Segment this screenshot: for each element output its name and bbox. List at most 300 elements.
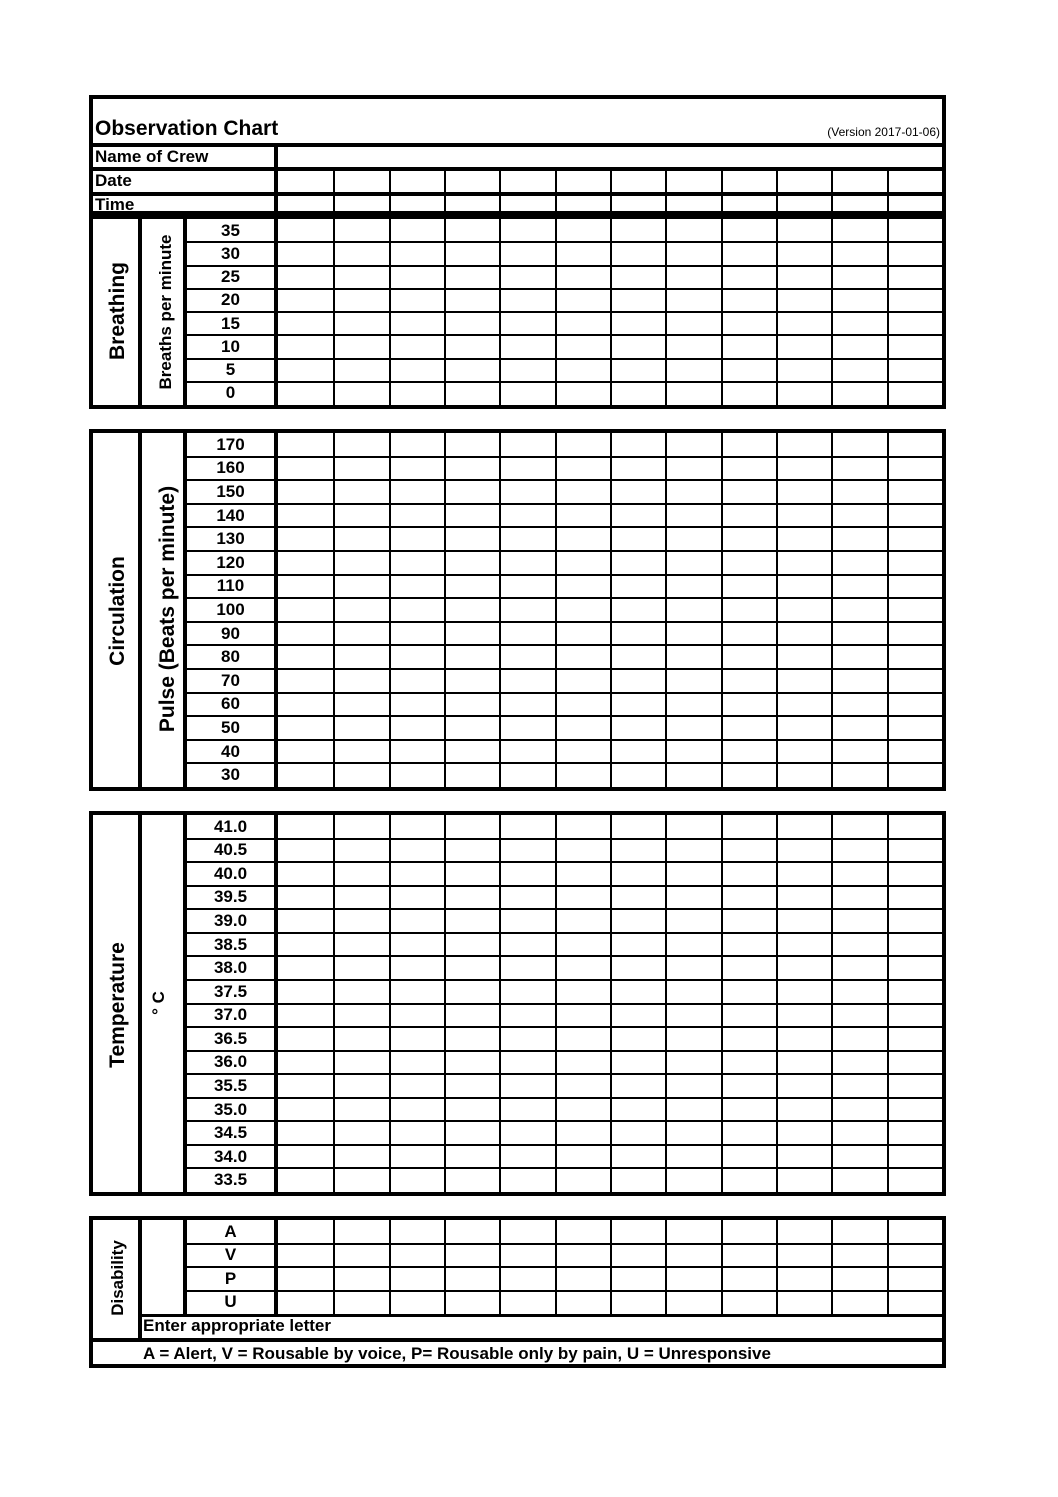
circulation-entry-cell[interactable] xyxy=(501,624,552,644)
temperature-entry-cell[interactable] xyxy=(889,841,940,861)
breathing-entry-cell[interactable] xyxy=(889,268,940,287)
temperature-entry-cell[interactable] xyxy=(889,817,940,837)
breathing-entry-cell[interactable] xyxy=(889,221,940,240)
temperature-entry-cell[interactable] xyxy=(889,888,940,908)
temperature-entry-cell[interactable] xyxy=(833,1123,884,1143)
circulation-entry-cell[interactable] xyxy=(778,765,829,785)
temperature-entry-cell[interactable] xyxy=(391,864,442,884)
temperature-entry-cell[interactable] xyxy=(612,1029,663,1049)
breathing-entry-cell[interactable] xyxy=(723,291,774,310)
temperature-entry-cell[interactable] xyxy=(778,1053,829,1073)
breathing-entry-cell[interactable] xyxy=(723,384,774,403)
disability-entry-cell[interactable] xyxy=(280,1269,331,1289)
circulation-entry-cell[interactable] xyxy=(501,482,552,502)
breathing-entry-cell[interactable] xyxy=(557,244,608,263)
date-entry-cell[interactable] xyxy=(501,171,552,190)
temperature-entry-cell[interactable] xyxy=(667,1147,718,1167)
temperature-entry-cell[interactable] xyxy=(833,888,884,908)
temperature-entry-cell[interactable] xyxy=(612,1147,663,1167)
date-entry-cell[interactable] xyxy=(778,171,829,190)
circulation-entry-cell[interactable] xyxy=(557,506,608,526)
breathing-entry-cell[interactable] xyxy=(833,314,884,333)
temperature-entry-cell[interactable] xyxy=(557,864,608,884)
circulation-entry-cell[interactable] xyxy=(501,647,552,667)
temperature-entry-cell[interactable] xyxy=(557,1053,608,1073)
temperature-entry-cell[interactable] xyxy=(667,1100,718,1120)
circulation-entry-cell[interactable] xyxy=(391,742,442,762)
time-entry-cell[interactable] xyxy=(557,196,608,214)
disability-entry-cell[interactable] xyxy=(446,1246,497,1266)
circulation-entry-cell[interactable] xyxy=(723,553,774,573)
breathing-entry-cell[interactable] xyxy=(557,268,608,287)
disability-entry-cell[interactable] xyxy=(667,1222,718,1242)
breathing-entry-cell[interactable] xyxy=(833,221,884,240)
circulation-entry-cell[interactable] xyxy=(501,671,552,691)
breathing-entry-cell[interactable] xyxy=(667,361,718,380)
circulation-entry-cell[interactable] xyxy=(501,529,552,549)
temperature-entry-cell[interactable] xyxy=(335,911,386,931)
circulation-entry-cell[interactable] xyxy=(501,459,552,479)
circulation-entry-cell[interactable] xyxy=(612,506,663,526)
temperature-entry-cell[interactable] xyxy=(723,935,774,955)
temperature-entry-cell[interactable] xyxy=(723,1147,774,1167)
temperature-entry-cell[interactable] xyxy=(335,1006,386,1026)
circulation-entry-cell[interactable] xyxy=(446,765,497,785)
date-entry-cell[interactable] xyxy=(612,171,663,190)
circulation-entry-cell[interactable] xyxy=(280,459,331,479)
breathing-entry-cell[interactable] xyxy=(391,221,442,240)
breathing-entry-cell[interactable] xyxy=(501,314,552,333)
circulation-entry-cell[interactable] xyxy=(280,506,331,526)
breathing-entry-cell[interactable] xyxy=(889,244,940,263)
temperature-entry-cell[interactable] xyxy=(612,1006,663,1026)
circulation-entry-cell[interactable] xyxy=(667,529,718,549)
circulation-entry-cell[interactable] xyxy=(612,459,663,479)
temperature-entry-cell[interactable] xyxy=(612,935,663,955)
date-entry-cell[interactable] xyxy=(446,171,497,190)
date-entry-cell[interactable] xyxy=(723,171,774,190)
temperature-entry-cell[interactable] xyxy=(335,935,386,955)
circulation-entry-cell[interactable] xyxy=(612,577,663,597)
breathing-entry-cell[interactable] xyxy=(335,384,386,403)
circulation-entry-cell[interactable] xyxy=(557,671,608,691)
temperature-entry-cell[interactable] xyxy=(833,841,884,861)
disability-entry-cell[interactable] xyxy=(557,1246,608,1266)
temperature-entry-cell[interactable] xyxy=(391,911,442,931)
temperature-entry-cell[interactable] xyxy=(723,982,774,1002)
temperature-entry-cell[interactable] xyxy=(335,1100,386,1120)
circulation-entry-cell[interactable] xyxy=(612,671,663,691)
circulation-entry-cell[interactable] xyxy=(557,742,608,762)
circulation-entry-cell[interactable] xyxy=(778,718,829,738)
breathing-entry-cell[interactable] xyxy=(391,244,442,263)
disability-entry-cell[interactable] xyxy=(391,1293,442,1313)
circulation-entry-cell[interactable] xyxy=(335,742,386,762)
temperature-entry-cell[interactable] xyxy=(501,982,552,1002)
circulation-entry-cell[interactable] xyxy=(446,718,497,738)
time-entry-cell[interactable] xyxy=(889,196,940,214)
disability-entry-cell[interactable] xyxy=(667,1293,718,1313)
temperature-entry-cell[interactable] xyxy=(557,1076,608,1096)
circulation-entry-cell[interactable] xyxy=(667,765,718,785)
circulation-entry-cell[interactable] xyxy=(557,459,608,479)
circulation-entry-cell[interactable] xyxy=(612,553,663,573)
circulation-entry-cell[interactable] xyxy=(723,765,774,785)
breathing-entry-cell[interactable] xyxy=(280,384,331,403)
breathing-entry-cell[interactable] xyxy=(723,361,774,380)
circulation-entry-cell[interactable] xyxy=(612,695,663,715)
circulation-entry-cell[interactable] xyxy=(778,600,829,620)
breathing-entry-cell[interactable] xyxy=(778,291,829,310)
circulation-entry-cell[interactable] xyxy=(391,600,442,620)
temperature-entry-cell[interactable] xyxy=(723,911,774,931)
circulation-entry-cell[interactable] xyxy=(501,742,552,762)
breathing-entry-cell[interactable] xyxy=(557,337,608,356)
temperature-entry-cell[interactable] xyxy=(280,817,331,837)
temperature-entry-cell[interactable] xyxy=(501,817,552,837)
circulation-entry-cell[interactable] xyxy=(446,647,497,667)
disability-entry-cell[interactable] xyxy=(667,1246,718,1266)
breathing-entry-cell[interactable] xyxy=(889,361,940,380)
temperature-entry-cell[interactable] xyxy=(833,1100,884,1120)
circulation-entry-cell[interactable] xyxy=(280,435,331,455)
breathing-entry-cell[interactable] xyxy=(501,221,552,240)
temperature-entry-cell[interactable] xyxy=(335,888,386,908)
disability-entry-cell[interactable] xyxy=(612,1246,663,1266)
temperature-entry-cell[interactable] xyxy=(280,1076,331,1096)
breathing-entry-cell[interactable] xyxy=(280,268,331,287)
temperature-entry-cell[interactable] xyxy=(501,1170,552,1190)
breathing-entry-cell[interactable] xyxy=(335,291,386,310)
circulation-entry-cell[interactable] xyxy=(612,600,663,620)
circulation-entry-cell[interactable] xyxy=(446,435,497,455)
disability-entry-cell[interactable] xyxy=(446,1293,497,1313)
disability-entry-cell[interactable] xyxy=(723,1269,774,1289)
temperature-entry-cell[interactable] xyxy=(889,1123,940,1143)
disability-entry-cell[interactable] xyxy=(280,1222,331,1242)
temperature-entry-cell[interactable] xyxy=(833,911,884,931)
breathing-entry-cell[interactable] xyxy=(557,361,608,380)
breathing-entry-cell[interactable] xyxy=(612,361,663,380)
circulation-entry-cell[interactable] xyxy=(778,647,829,667)
temperature-entry-cell[interactable] xyxy=(391,817,442,837)
circulation-entry-cell[interactable] xyxy=(446,624,497,644)
disability-entry-cell[interactable] xyxy=(446,1269,497,1289)
temperature-entry-cell[interactable] xyxy=(778,1123,829,1143)
temperature-entry-cell[interactable] xyxy=(723,1076,774,1096)
breathing-entry-cell[interactable] xyxy=(335,314,386,333)
temperature-entry-cell[interactable] xyxy=(280,1100,331,1120)
temperature-entry-cell[interactable] xyxy=(501,1147,552,1167)
temperature-entry-cell[interactable] xyxy=(612,817,663,837)
circulation-entry-cell[interactable] xyxy=(391,671,442,691)
breathing-entry-cell[interactable] xyxy=(501,291,552,310)
circulation-entry-cell[interactable] xyxy=(280,624,331,644)
temperature-entry-cell[interactable] xyxy=(335,817,386,837)
temperature-entry-cell[interactable] xyxy=(889,1100,940,1120)
temperature-entry-cell[interactable] xyxy=(667,911,718,931)
circulation-entry-cell[interactable] xyxy=(557,529,608,549)
temperature-entry-cell[interactable] xyxy=(667,1123,718,1143)
disability-entry-cell[interactable] xyxy=(501,1222,552,1242)
disability-entry-cell[interactable] xyxy=(833,1293,884,1313)
temperature-entry-cell[interactable] xyxy=(723,1100,774,1120)
circulation-entry-cell[interactable] xyxy=(667,600,718,620)
circulation-entry-cell[interactable] xyxy=(889,482,940,502)
temperature-entry-cell[interactable] xyxy=(778,1076,829,1096)
disability-entry-cell[interactable] xyxy=(557,1269,608,1289)
circulation-entry-cell[interactable] xyxy=(833,482,884,502)
temperature-entry-cell[interactable] xyxy=(833,1170,884,1190)
disability-entry-cell[interactable] xyxy=(391,1246,442,1266)
breathing-entry-cell[interactable] xyxy=(833,244,884,263)
disability-entry-cell[interactable] xyxy=(391,1269,442,1289)
temperature-entry-cell[interactable] xyxy=(612,888,663,908)
circulation-entry-cell[interactable] xyxy=(280,529,331,549)
breathing-entry-cell[interactable] xyxy=(557,291,608,310)
circulation-entry-cell[interactable] xyxy=(833,435,884,455)
circulation-entry-cell[interactable] xyxy=(889,718,940,738)
time-entry-cell[interactable] xyxy=(391,196,442,214)
breathing-entry-cell[interactable] xyxy=(833,337,884,356)
disability-entry-cell[interactable] xyxy=(889,1222,940,1242)
breathing-entry-cell[interactable] xyxy=(833,268,884,287)
temperature-entry-cell[interactable] xyxy=(612,911,663,931)
temperature-entry-cell[interactable] xyxy=(612,982,663,1002)
breathing-entry-cell[interactable] xyxy=(501,244,552,263)
disability-entry-cell[interactable] xyxy=(612,1293,663,1313)
circulation-entry-cell[interactable] xyxy=(446,695,497,715)
temperature-entry-cell[interactable] xyxy=(667,864,718,884)
temperature-entry-cell[interactable] xyxy=(446,841,497,861)
circulation-entry-cell[interactable] xyxy=(391,506,442,526)
temperature-entry-cell[interactable] xyxy=(280,911,331,931)
circulation-entry-cell[interactable] xyxy=(723,671,774,691)
temperature-entry-cell[interactable] xyxy=(557,841,608,861)
circulation-entry-cell[interactable] xyxy=(280,577,331,597)
circulation-entry-cell[interactable] xyxy=(446,671,497,691)
disability-entry-cell[interactable] xyxy=(335,1222,386,1242)
circulation-entry-cell[interactable] xyxy=(889,695,940,715)
circulation-entry-cell[interactable] xyxy=(335,624,386,644)
temperature-entry-cell[interactable] xyxy=(335,958,386,978)
circulation-entry-cell[interactable] xyxy=(501,577,552,597)
temperature-entry-cell[interactable] xyxy=(557,911,608,931)
circulation-entry-cell[interactable] xyxy=(723,695,774,715)
breathing-entry-cell[interactable] xyxy=(723,337,774,356)
temperature-entry-cell[interactable] xyxy=(280,982,331,1002)
circulation-entry-cell[interactable] xyxy=(280,671,331,691)
circulation-entry-cell[interactable] xyxy=(723,459,774,479)
temperature-entry-cell[interactable] xyxy=(391,1029,442,1049)
temperature-entry-cell[interactable] xyxy=(501,864,552,884)
circulation-entry-cell[interactable] xyxy=(612,624,663,644)
circulation-entry-cell[interactable] xyxy=(335,765,386,785)
breathing-entry-cell[interactable] xyxy=(612,291,663,310)
temperature-entry-cell[interactable] xyxy=(446,1006,497,1026)
temperature-entry-cell[interactable] xyxy=(280,1170,331,1190)
temperature-entry-cell[interactable] xyxy=(667,1006,718,1026)
temperature-entry-cell[interactable] xyxy=(612,958,663,978)
temperature-entry-cell[interactable] xyxy=(280,1123,331,1143)
circulation-entry-cell[interactable] xyxy=(612,765,663,785)
circulation-entry-cell[interactable] xyxy=(446,482,497,502)
breathing-entry-cell[interactable] xyxy=(778,221,829,240)
temperature-entry-cell[interactable] xyxy=(501,888,552,908)
breathing-entry-cell[interactable] xyxy=(612,221,663,240)
temperature-entry-cell[interactable] xyxy=(778,817,829,837)
temperature-entry-cell[interactable] xyxy=(280,1029,331,1049)
breathing-entry-cell[interactable] xyxy=(391,268,442,287)
circulation-entry-cell[interactable] xyxy=(446,553,497,573)
circulation-entry-cell[interactable] xyxy=(280,742,331,762)
date-entry-cell[interactable] xyxy=(667,171,718,190)
breathing-entry-cell[interactable] xyxy=(667,314,718,333)
breathing-entry-cell[interactable] xyxy=(778,244,829,263)
date-entry-cell[interactable] xyxy=(391,171,442,190)
circulation-entry-cell[interactable] xyxy=(335,577,386,597)
circulation-entry-cell[interactable] xyxy=(833,459,884,479)
temperature-entry-cell[interactable] xyxy=(778,1147,829,1167)
breathing-entry-cell[interactable] xyxy=(833,361,884,380)
circulation-entry-cell[interactable] xyxy=(391,577,442,597)
temperature-entry-cell[interactable] xyxy=(391,1147,442,1167)
circulation-entry-cell[interactable] xyxy=(557,577,608,597)
circulation-entry-cell[interactable] xyxy=(391,435,442,455)
circulation-entry-cell[interactable] xyxy=(391,624,442,644)
circulation-entry-cell[interactable] xyxy=(889,600,940,620)
temperature-entry-cell[interactable] xyxy=(889,864,940,884)
temperature-entry-cell[interactable] xyxy=(446,817,497,837)
temperature-entry-cell[interactable] xyxy=(446,864,497,884)
breathing-entry-cell[interactable] xyxy=(335,361,386,380)
circulation-entry-cell[interactable] xyxy=(280,718,331,738)
breathing-entry-cell[interactable] xyxy=(280,291,331,310)
circulation-entry-cell[interactable] xyxy=(446,459,497,479)
time-entry-cell[interactable] xyxy=(723,196,774,214)
breathing-entry-cell[interactable] xyxy=(833,291,884,310)
circulation-entry-cell[interactable] xyxy=(335,459,386,479)
circulation-entry-cell[interactable] xyxy=(335,435,386,455)
circulation-entry-cell[interactable] xyxy=(889,577,940,597)
circulation-entry-cell[interactable] xyxy=(557,435,608,455)
temperature-entry-cell[interactable] xyxy=(723,1006,774,1026)
temperature-entry-cell[interactable] xyxy=(446,935,497,955)
breathing-entry-cell[interactable] xyxy=(889,291,940,310)
circulation-entry-cell[interactable] xyxy=(889,624,940,644)
temperature-entry-cell[interactable] xyxy=(446,1029,497,1049)
circulation-entry-cell[interactable] xyxy=(667,435,718,455)
circulation-entry-cell[interactable] xyxy=(889,459,940,479)
temperature-entry-cell[interactable] xyxy=(446,1170,497,1190)
circulation-entry-cell[interactable] xyxy=(557,695,608,715)
circulation-entry-cell[interactable] xyxy=(391,482,442,502)
circulation-entry-cell[interactable] xyxy=(778,529,829,549)
circulation-entry-cell[interactable] xyxy=(833,624,884,644)
temperature-entry-cell[interactable] xyxy=(557,1147,608,1167)
breathing-entry-cell[interactable] xyxy=(335,244,386,263)
circulation-entry-cell[interactable] xyxy=(723,742,774,762)
time-entry-cell[interactable] xyxy=(335,196,386,214)
breathing-entry-cell[interactable] xyxy=(501,361,552,380)
temperature-entry-cell[interactable] xyxy=(612,1123,663,1143)
breathing-entry-cell[interactable] xyxy=(667,337,718,356)
temperature-entry-cell[interactable] xyxy=(446,888,497,908)
breathing-entry-cell[interactable] xyxy=(833,384,884,403)
circulation-entry-cell[interactable] xyxy=(501,765,552,785)
circulation-entry-cell[interactable] xyxy=(723,647,774,667)
circulation-entry-cell[interactable] xyxy=(446,506,497,526)
circulation-entry-cell[interactable] xyxy=(391,459,442,479)
temperature-entry-cell[interactable] xyxy=(889,982,940,1002)
temperature-entry-cell[interactable] xyxy=(667,1170,718,1190)
circulation-entry-cell[interactable] xyxy=(667,647,718,667)
circulation-entry-cell[interactable] xyxy=(446,742,497,762)
circulation-entry-cell[interactable] xyxy=(833,742,884,762)
temperature-entry-cell[interactable] xyxy=(723,864,774,884)
date-entry-cell[interactable] xyxy=(889,171,940,190)
circulation-entry-cell[interactable] xyxy=(778,482,829,502)
disability-entry-cell[interactable] xyxy=(723,1293,774,1313)
temperature-entry-cell[interactable] xyxy=(501,1006,552,1026)
breathing-entry-cell[interactable] xyxy=(557,221,608,240)
temperature-entry-cell[interactable] xyxy=(833,817,884,837)
temperature-entry-cell[interactable] xyxy=(280,1006,331,1026)
breathing-entry-cell[interactable] xyxy=(391,291,442,310)
temperature-entry-cell[interactable] xyxy=(612,1170,663,1190)
temperature-entry-cell[interactable] xyxy=(833,864,884,884)
circulation-entry-cell[interactable] xyxy=(612,482,663,502)
temperature-entry-cell[interactable] xyxy=(446,1100,497,1120)
breathing-entry-cell[interactable] xyxy=(280,361,331,380)
temperature-entry-cell[interactable] xyxy=(557,1123,608,1143)
disability-entry-cell[interactable] xyxy=(889,1293,940,1313)
circulation-entry-cell[interactable] xyxy=(723,600,774,620)
temperature-entry-cell[interactable] xyxy=(833,1053,884,1073)
circulation-entry-cell[interactable] xyxy=(612,435,663,455)
circulation-entry-cell[interactable] xyxy=(778,671,829,691)
temperature-entry-cell[interactable] xyxy=(501,958,552,978)
temperature-entry-cell[interactable] xyxy=(391,1100,442,1120)
temperature-entry-cell[interactable] xyxy=(889,1170,940,1190)
temperature-entry-cell[interactable] xyxy=(557,958,608,978)
temperature-entry-cell[interactable] xyxy=(335,841,386,861)
temperature-entry-cell[interactable] xyxy=(391,935,442,955)
circulation-entry-cell[interactable] xyxy=(335,529,386,549)
temperature-entry-cell[interactable] xyxy=(723,1123,774,1143)
circulation-entry-cell[interactable] xyxy=(833,600,884,620)
temperature-entry-cell[interactable] xyxy=(889,958,940,978)
temperature-entry-cell[interactable] xyxy=(501,1053,552,1073)
circulation-entry-cell[interactable] xyxy=(723,624,774,644)
disability-entry-cell[interactable] xyxy=(833,1222,884,1242)
temperature-entry-cell[interactable] xyxy=(778,888,829,908)
temperature-entry-cell[interactable] xyxy=(446,982,497,1002)
temperature-entry-cell[interactable] xyxy=(723,1170,774,1190)
disability-entry-cell[interactable] xyxy=(335,1269,386,1289)
disability-entry-cell[interactable] xyxy=(612,1222,663,1242)
temperature-entry-cell[interactable] xyxy=(501,1076,552,1096)
disability-entry-cell[interactable] xyxy=(391,1222,442,1242)
circulation-entry-cell[interactable] xyxy=(335,506,386,526)
circulation-entry-cell[interactable] xyxy=(335,647,386,667)
disability-entry-cell[interactable] xyxy=(280,1293,331,1313)
circulation-entry-cell[interactable] xyxy=(446,600,497,620)
temperature-entry-cell[interactable] xyxy=(889,1006,940,1026)
disability-entry-cell[interactable] xyxy=(335,1293,386,1313)
circulation-entry-cell[interactable] xyxy=(833,671,884,691)
disability-entry-cell[interactable] xyxy=(557,1222,608,1242)
